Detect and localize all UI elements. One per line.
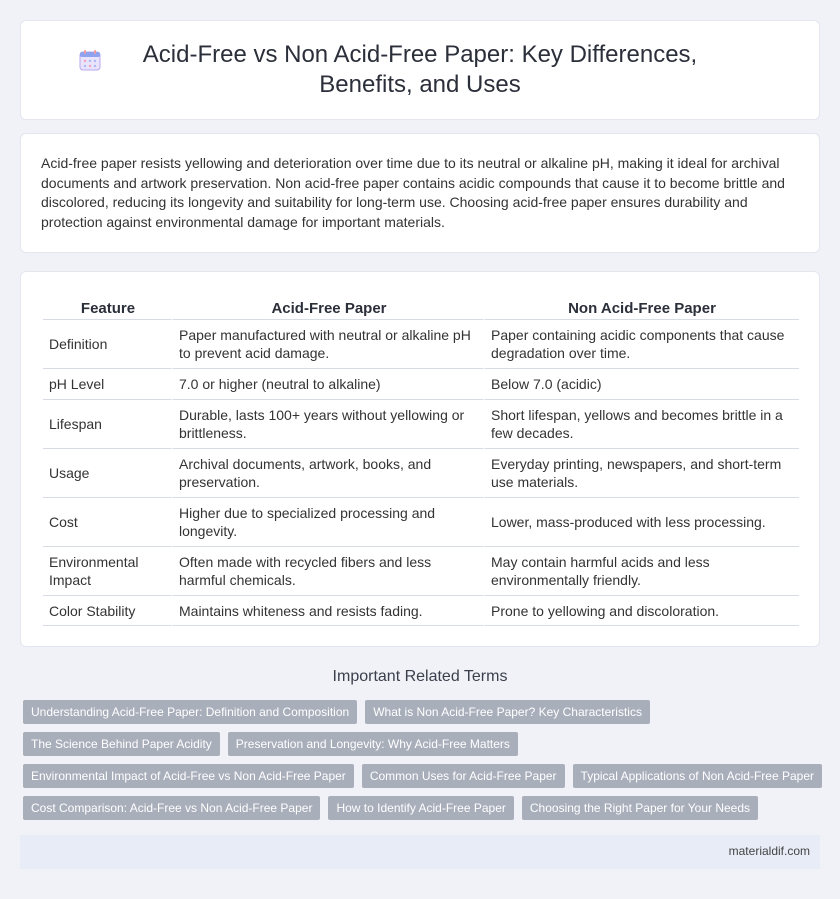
non-acid-free-cell: Lower, mass-produced with less processing. — [485, 497, 799, 546]
acid-free-cell: Paper manufactured with neutral or alkaline pH to prevent acid damage. — [173, 319, 485, 368]
tag-row — [23, 700, 823, 724]
related-tag[interactable]: Cost Comparison: Acid-Free vs Non Acid-Free Paper — [23, 796, 320, 820]
tag-row — [23, 764, 823, 788]
related-tag[interactable]: Understanding Acid-Free Paper: Definition and Composition — [23, 700, 357, 724]
related-tag[interactable]: Choosing the Right Paper for Your Needs — [522, 796, 758, 820]
related-tag[interactable]: Typical Applications of Non Acid-Free Paper — [573, 764, 822, 788]
feature-cell: Definition — [43, 319, 173, 368]
related-tag[interactable]: The Science Behind Paper Acidity — [23, 732, 220, 756]
non-acid-free-cell: Everyday printing, newspapers, and short-term use materials. — [485, 448, 799, 497]
footer — [20, 835, 820, 869]
related-terms-title: Important Related Terms — [332, 668, 508, 685]
header-non-acid-free: Non Acid-Free Paper — [568, 300, 716, 317]
table-row — [43, 448, 799, 497]
table-row — [43, 319, 799, 368]
related-tags — [23, 700, 823, 828]
non-acid-free-cell: May contain harmful acids and less environmentally friendly. — [485, 546, 799, 595]
related-tag[interactable]: Environmental Impact of Acid-Free vs Non Acid-Free Paper — [23, 764, 354, 788]
acid-free-cell: Durable, lasts 100+ years without yellowing or brittleness. — [173, 399, 485, 448]
intro-card — [20, 133, 820, 253]
feature-cell: Cost — [43, 497, 173, 546]
header-acid-free: Acid-Free Paper — [271, 300, 387, 317]
footer-site[interactable]: materialdif.com — [728, 844, 810, 858]
comparison-card — [20, 271, 820, 647]
table-row — [43, 399, 799, 448]
header-feature: Feature — [80, 300, 136, 317]
feature-cell: Color Stability — [43, 595, 173, 626]
feature-cell: Usage — [43, 448, 173, 497]
header-card — [20, 20, 820, 120]
related-tag[interactable]: How to Identify Acid-Free Paper — [328, 796, 513, 820]
tag-row — [23, 732, 823, 756]
acid-free-cell: Higher due to specialized processing and longevity. — [173, 497, 485, 546]
acid-free-cell: Often made with recycled fibers and less harmful chemicals. — [173, 546, 485, 595]
non-acid-free-cell: Below 7.0 (acidic) — [485, 368, 799, 399]
intro-text: Acid-free paper resists yellowing and deterioration over time due to its neutral or alkaline pH, making it ideal for archival documents and artwork preservation. Non acid-free paper contains acidic compounds that cause it to become brittle and discolored, reducing its longevity and suitability for long-term use. Choosing acid-free paper ensures durability and protection against environmental damage for important materials. — [41, 155, 785, 230]
comparison-table — [43, 294, 799, 626]
non-acid-free-cell: Short lifespan, yellows and becomes brittle in a few decades. — [485, 399, 799, 448]
table-header-row — [43, 294, 799, 319]
non-acid-free-cell: Paper containing acidic components that cause degradation over time. — [485, 319, 799, 368]
table-row — [43, 497, 799, 546]
related-tag[interactable]: Preservation and Longevity: Why Acid-Free Matters — [228, 732, 518, 756]
table-row — [43, 595, 799, 626]
calendar-icon — [78, 48, 102, 72]
acid-free-cell: Archival documents, artwork, books, and preservation. — [173, 448, 485, 497]
acid-free-cell: Maintains whiteness and resists fading. — [173, 595, 485, 626]
feature-cell: Environmental Impact — [43, 546, 173, 595]
related-tag[interactable]: Common Uses for Acid-Free Paper — [362, 764, 565, 788]
feature-cell: Lifespan — [43, 399, 173, 448]
table-row — [43, 546, 799, 595]
related-tag[interactable]: What is Non Acid-Free Paper? Key Characteristics — [365, 700, 650, 724]
tag-row — [23, 796, 823, 820]
table-row — [43, 368, 799, 399]
feature-cell: pH Level — [43, 368, 173, 399]
acid-free-cell: 7.0 or higher (neutral to alkaline) — [173, 368, 485, 399]
non-acid-free-cell: Prone to yellowing and discoloration. — [485, 595, 799, 626]
page-title: Acid-Free vs Non Acid-Free Paper: Key Differences, Benefits, and Uses — [142, 41, 698, 98]
